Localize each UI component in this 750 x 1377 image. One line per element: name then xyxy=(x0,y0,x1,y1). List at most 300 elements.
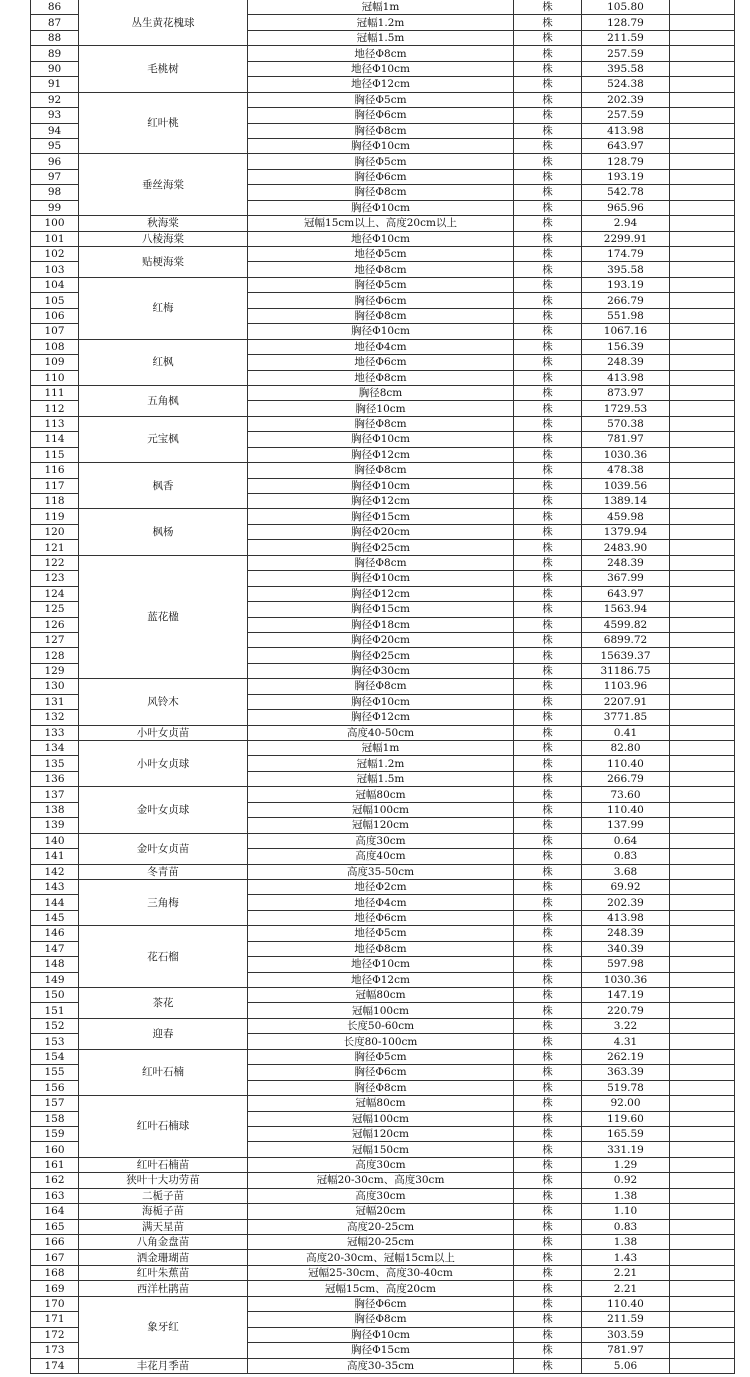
table-row xyxy=(31,787,735,802)
plant-name-cell: 狭叶十大功劳苗 xyxy=(79,1173,248,1188)
remark-cell xyxy=(670,1235,735,1250)
price-cell: 643.97 xyxy=(582,138,670,153)
price-cell: 248.39 xyxy=(582,926,670,941)
row-number-cell: 147 xyxy=(31,941,79,956)
unit-cell: 株 xyxy=(514,632,582,647)
unit-cell: 株 xyxy=(514,1281,582,1296)
table-row xyxy=(31,339,735,354)
plant-name-cell: 毛桃树 xyxy=(79,46,248,92)
remark-cell xyxy=(670,478,735,493)
table-row xyxy=(31,1173,735,1188)
price-cell: 4599.82 xyxy=(582,617,670,632)
price-cell: 459.98 xyxy=(582,509,670,524)
price-cell: 1729.53 xyxy=(582,401,670,416)
remark-cell xyxy=(670,849,735,864)
price-cell: 31186.75 xyxy=(582,663,670,678)
spec-cell: 地径Φ6cm xyxy=(248,910,514,925)
table-row xyxy=(31,463,735,478)
plant-name-cell: 小叶女贞球 xyxy=(79,741,248,787)
unit-cell: 株 xyxy=(514,1157,582,1172)
remark-cell xyxy=(670,1080,735,1095)
remark-cell xyxy=(670,324,735,339)
remark-cell xyxy=(670,46,735,61)
spec-cell: 高度30cm xyxy=(248,1188,514,1203)
price-cell: 340.39 xyxy=(582,941,670,956)
spec-cell: 冠幅80cm xyxy=(248,787,514,802)
price-cell: 2.21 xyxy=(582,1281,670,1296)
row-number-cell: 110 xyxy=(31,370,79,385)
spec-cell: 胸径Φ10cm xyxy=(248,324,514,339)
unit-cell: 株 xyxy=(514,0,582,15)
remark-cell xyxy=(670,741,735,756)
remark-cell xyxy=(670,432,735,447)
spec-cell: 地径Φ8cm xyxy=(248,370,514,385)
remark-cell xyxy=(670,355,735,370)
row-number-cell: 112 xyxy=(31,401,79,416)
unit-cell: 株 xyxy=(514,216,582,231)
remark-cell xyxy=(670,1312,735,1327)
spec-cell: 地径Φ5cm xyxy=(248,926,514,941)
row-number-cell: 135 xyxy=(31,756,79,771)
price-cell: 395.58 xyxy=(582,262,670,277)
row-number-cell: 173 xyxy=(31,1343,79,1358)
unit-cell: 株 xyxy=(514,77,582,92)
remark-cell xyxy=(670,277,735,292)
unit-cell: 株 xyxy=(514,910,582,925)
spec-cell: 胸径Φ18cm xyxy=(248,617,514,632)
remark-cell xyxy=(670,1034,735,1049)
unit-cell: 株 xyxy=(514,833,582,848)
row-number-cell: 89 xyxy=(31,46,79,61)
unit-cell: 株 xyxy=(514,355,582,370)
row-number-cell: 107 xyxy=(31,324,79,339)
row-number-cell: 170 xyxy=(31,1296,79,1311)
price-cell: 110.40 xyxy=(582,1296,670,1311)
price-cell: 303.59 xyxy=(582,1327,670,1342)
unit-cell: 株 xyxy=(514,1003,582,1018)
remark-cell xyxy=(670,77,735,92)
price-cell: 331.19 xyxy=(582,1142,670,1157)
remark-cell xyxy=(670,1358,735,1373)
price-cell: 0.83 xyxy=(582,1219,670,1234)
spec-cell: 高度20-25cm xyxy=(248,1219,514,1234)
unit-cell: 株 xyxy=(514,972,582,987)
price-cell: 0.83 xyxy=(582,849,670,864)
table-row xyxy=(31,1096,735,1111)
row-number-cell: 115 xyxy=(31,447,79,462)
spec-cell: 胸径10cm xyxy=(248,401,514,416)
table-row xyxy=(31,1157,735,1172)
price-cell: 2.94 xyxy=(582,216,670,231)
spec-cell: 胸径Φ10cm xyxy=(248,200,514,215)
unit-cell: 株 xyxy=(514,385,582,400)
plant-name-cell: 红叶石楠苗 xyxy=(79,1157,248,1172)
plant-name-cell: 红枫 xyxy=(79,339,248,385)
unit-cell: 株 xyxy=(514,509,582,524)
row-number-cell: 159 xyxy=(31,1126,79,1141)
spec-cell: 冠幅100cm xyxy=(248,802,514,817)
price-cell: 110.40 xyxy=(582,756,670,771)
unit-cell: 株 xyxy=(514,771,582,786)
price-cell: 524.38 xyxy=(582,77,670,92)
spec-cell: 胸径Φ6cm xyxy=(248,1065,514,1080)
remark-cell xyxy=(670,247,735,262)
unit-cell: 株 xyxy=(514,586,582,601)
row-number-cell: 139 xyxy=(31,818,79,833)
remark-cell xyxy=(670,617,735,632)
remark-cell xyxy=(670,540,735,555)
unit-cell: 株 xyxy=(514,1296,582,1311)
row-number-cell: 160 xyxy=(31,1142,79,1157)
row-number-cell: 152 xyxy=(31,1018,79,1033)
remark-cell xyxy=(670,571,735,586)
spec-cell: 胸径Φ6cm xyxy=(248,108,514,123)
row-number-cell: 123 xyxy=(31,571,79,586)
remark-cell xyxy=(670,972,735,987)
row-number-cell: 158 xyxy=(31,1111,79,1126)
row-number-cell: 145 xyxy=(31,910,79,925)
spec-cell: 胸径Φ12cm xyxy=(248,494,514,509)
row-number-cell: 130 xyxy=(31,679,79,694)
table-row xyxy=(31,1358,735,1373)
plant-name-cell: 迎春 xyxy=(79,1018,248,1049)
remark-cell xyxy=(670,988,735,1003)
remark-cell xyxy=(670,895,735,910)
price-cell: 248.39 xyxy=(582,355,670,370)
table-row xyxy=(31,1219,735,1234)
table-row xyxy=(31,92,735,107)
spec-cell: 胸径Φ12cm xyxy=(248,710,514,725)
spec-cell: 地径Φ2cm xyxy=(248,879,514,894)
unit-cell: 株 xyxy=(514,571,582,586)
spec-cell: 冠幅1m xyxy=(248,0,514,15)
price-cell: 395.58 xyxy=(582,61,670,76)
plant-name-cell: 海栀子苗 xyxy=(79,1204,248,1219)
row-number-cell: 114 xyxy=(31,432,79,447)
row-number-cell: 172 xyxy=(31,1327,79,1342)
remark-cell xyxy=(670,818,735,833)
price-cell: 3771.85 xyxy=(582,710,670,725)
remark-cell xyxy=(670,15,735,30)
row-number-cell: 162 xyxy=(31,1173,79,1188)
table-row xyxy=(31,385,735,400)
row-number-cell: 122 xyxy=(31,555,79,570)
spec-cell: 高度40-50cm xyxy=(248,725,514,740)
price-cell: 2.21 xyxy=(582,1265,670,1280)
unit-cell: 株 xyxy=(514,92,582,107)
remark-cell xyxy=(670,725,735,740)
plant-name-cell: 红叶桃 xyxy=(79,92,248,154)
unit-cell: 株 xyxy=(514,540,582,555)
unit-cell: 株 xyxy=(514,602,582,617)
row-number-cell: 116 xyxy=(31,463,79,478)
row-number-cell: 93 xyxy=(31,108,79,123)
spec-cell: 高度20-30cm、冠幅15cm以上 xyxy=(248,1250,514,1265)
spec-cell: 冠幅25-30cm、高度30-40cm xyxy=(248,1265,514,1280)
remark-cell xyxy=(670,787,735,802)
plant-name-cell: 花石榴 xyxy=(79,926,248,988)
remark-cell xyxy=(670,1096,735,1111)
remark-cell xyxy=(670,339,735,354)
remark-cell xyxy=(670,1111,735,1126)
remark-cell xyxy=(670,447,735,462)
row-number-cell: 169 xyxy=(31,1281,79,1296)
price-cell: 156.39 xyxy=(582,339,670,354)
row-number-cell: 155 xyxy=(31,1065,79,1080)
row-number-cell: 102 xyxy=(31,247,79,262)
price-cell: 1039.56 xyxy=(582,478,670,493)
table-row xyxy=(31,725,735,740)
price-cell: 6899.72 xyxy=(582,632,670,647)
price-cell: 82.80 xyxy=(582,741,670,756)
spec-cell: 胸径Φ6cm xyxy=(248,293,514,308)
spec-cell: 冠幅1.2m xyxy=(248,15,514,30)
plant-name-cell: 红叶石楠球 xyxy=(79,1096,248,1158)
spec-cell: 高度30cm xyxy=(248,1157,514,1172)
table-row xyxy=(31,247,735,262)
unit-cell: 株 xyxy=(514,555,582,570)
unit-cell: 株 xyxy=(514,1065,582,1080)
spec-cell: 胸径Φ10cm xyxy=(248,138,514,153)
remark-cell xyxy=(670,200,735,215)
remark-cell xyxy=(670,1126,735,1141)
plant-name-cell: 三角梅 xyxy=(79,879,248,925)
row-number-cell: 144 xyxy=(31,895,79,910)
unit-cell: 株 xyxy=(514,648,582,663)
spec-cell: 胸径Φ20cm xyxy=(248,524,514,539)
row-number-cell: 90 xyxy=(31,61,79,76)
table-row xyxy=(31,1250,735,1265)
plant-name-cell: 红叶石楠 xyxy=(79,1049,248,1095)
row-number-cell: 174 xyxy=(31,1358,79,1373)
remark-cell xyxy=(670,385,735,400)
price-cell: 3.22 xyxy=(582,1018,670,1033)
price-cell: 1103.96 xyxy=(582,679,670,694)
unit-cell: 株 xyxy=(514,787,582,802)
remark-cell xyxy=(670,663,735,678)
unit-cell: 株 xyxy=(514,1358,582,1373)
row-number-cell: 140 xyxy=(31,833,79,848)
row-number-cell: 103 xyxy=(31,262,79,277)
price-cell: 69.92 xyxy=(582,879,670,894)
price-cell: 128.79 xyxy=(582,154,670,169)
price-cell: 1.38 xyxy=(582,1235,670,1250)
remark-cell xyxy=(670,370,735,385)
spec-cell: 地径Φ5cm xyxy=(248,247,514,262)
remark-cell xyxy=(670,1265,735,1280)
price-cell: 1389.14 xyxy=(582,494,670,509)
row-number-cell: 171 xyxy=(31,1312,79,1327)
row-number-cell: 153 xyxy=(31,1034,79,1049)
row-number-cell: 108 xyxy=(31,339,79,354)
unit-cell: 株 xyxy=(514,30,582,45)
remark-cell xyxy=(670,632,735,647)
spec-cell: 胸径Φ8cm xyxy=(248,185,514,200)
price-cell: 1030.36 xyxy=(582,447,670,462)
remark-cell xyxy=(670,1188,735,1203)
spec-cell: 胸径Φ8cm xyxy=(248,1080,514,1095)
unit-cell: 株 xyxy=(514,370,582,385)
table-row xyxy=(31,1204,735,1219)
price-cell: 2483.90 xyxy=(582,540,670,555)
remark-cell xyxy=(670,1343,735,1358)
price-cell: 1.10 xyxy=(582,1204,670,1219)
row-number-cell: 166 xyxy=(31,1235,79,1250)
price-cell: 5.06 xyxy=(582,1358,670,1373)
remark-cell xyxy=(670,169,735,184)
row-number-cell: 154 xyxy=(31,1049,79,1064)
unit-cell: 株 xyxy=(514,15,582,30)
table-row xyxy=(31,833,735,848)
row-number-cell: 143 xyxy=(31,879,79,894)
spec-cell: 胸径Φ15cm xyxy=(248,602,514,617)
remark-cell xyxy=(670,524,735,539)
unit-cell: 株 xyxy=(514,1126,582,1141)
remark-cell xyxy=(670,30,735,45)
plant-name-cell: 小叶女贞苗 xyxy=(79,725,248,740)
table-row xyxy=(31,1235,735,1250)
spec-cell: 胸径Φ20cm xyxy=(248,632,514,647)
spec-cell: 高度30cm xyxy=(248,833,514,848)
plant-name-cell: 冬青苗 xyxy=(79,864,248,879)
remark-cell xyxy=(670,1281,735,1296)
remark-cell xyxy=(670,1049,735,1064)
spec-cell: 高度35-50cm xyxy=(248,864,514,879)
row-number-cell: 148 xyxy=(31,957,79,972)
price-cell: 413.98 xyxy=(582,123,670,138)
row-number-cell: 141 xyxy=(31,849,79,864)
unit-cell: 株 xyxy=(514,864,582,879)
plant-name-cell: 垂丝海棠 xyxy=(79,154,248,216)
price-cell: 0.41 xyxy=(582,725,670,740)
remark-cell xyxy=(670,910,735,925)
remark-cell xyxy=(670,401,735,416)
remark-cell xyxy=(670,1065,735,1080)
price-cell: 781.97 xyxy=(582,432,670,447)
remark-cell xyxy=(670,216,735,231)
remark-cell xyxy=(670,138,735,153)
plant-name-cell: 洒金珊瑚苗 xyxy=(79,1250,248,1265)
plant-name-cell: 满天星苗 xyxy=(79,1219,248,1234)
remark-cell xyxy=(670,879,735,894)
unit-cell: 株 xyxy=(514,679,582,694)
remark-cell xyxy=(670,1327,735,1342)
table-row xyxy=(31,46,735,61)
spec-cell: 胸径Φ8cm xyxy=(248,679,514,694)
plant-name-cell: 丛生黄花槐球 xyxy=(79,0,248,46)
price-cell: 1379.94 xyxy=(582,524,670,539)
spec-cell: 地径Φ10cm xyxy=(248,61,514,76)
row-number-cell: 86 xyxy=(31,0,79,15)
spec-cell: 冠幅100cm xyxy=(248,1111,514,1126)
spec-cell: 冠幅15cm以上、高度20cm以上 xyxy=(248,216,514,231)
unit-cell: 株 xyxy=(514,879,582,894)
row-number-cell: 92 xyxy=(31,92,79,107)
remark-cell xyxy=(670,771,735,786)
spec-cell: 胸径Φ5cm xyxy=(248,154,514,169)
spec-cell: 胸径Φ8cm xyxy=(248,1312,514,1327)
unit-cell: 株 xyxy=(514,1018,582,1033)
unit-cell: 株 xyxy=(514,741,582,756)
remark-cell xyxy=(670,1204,735,1219)
price-cell: 3.68 xyxy=(582,864,670,879)
price-cell: 174.79 xyxy=(582,247,670,262)
spec-cell: 胸径Φ10cm xyxy=(248,432,514,447)
row-number-cell: 163 xyxy=(31,1188,79,1203)
table-row xyxy=(31,416,735,431)
price-cell: 257.59 xyxy=(582,108,670,123)
price-cell: 193.19 xyxy=(582,277,670,292)
row-number-cell: 131 xyxy=(31,694,79,709)
table-row xyxy=(31,988,735,1003)
remark-cell xyxy=(670,941,735,956)
remark-cell xyxy=(670,1157,735,1172)
unit-cell: 株 xyxy=(514,895,582,910)
price-cell: 551.98 xyxy=(582,308,670,323)
unit-cell: 株 xyxy=(514,108,582,123)
row-number-cell: 100 xyxy=(31,216,79,231)
remark-cell xyxy=(670,308,735,323)
spec-cell: 胸径Φ6cm xyxy=(248,1296,514,1311)
remark-cell xyxy=(670,123,735,138)
unit-cell: 株 xyxy=(514,1219,582,1234)
spec-cell: 胸径Φ25cm xyxy=(248,648,514,663)
unit-cell: 株 xyxy=(514,339,582,354)
unit-cell: 株 xyxy=(514,1312,582,1327)
unit-cell: 株 xyxy=(514,941,582,956)
unit-cell: 株 xyxy=(514,463,582,478)
row-number-cell: 142 xyxy=(31,864,79,879)
row-number-cell: 161 xyxy=(31,1157,79,1172)
remark-cell xyxy=(670,1018,735,1033)
plant-name-cell: 西洋杜鹃苗 xyxy=(79,1281,248,1296)
remark-cell xyxy=(670,864,735,879)
price-cell: 1030.36 xyxy=(582,972,670,987)
remark-cell xyxy=(670,92,735,107)
plant-name-cell: 八棱海棠 xyxy=(79,231,248,246)
unit-cell: 株 xyxy=(514,432,582,447)
spec-cell: 地径Φ8cm xyxy=(248,941,514,956)
plant-name-cell: 元宝枫 xyxy=(79,416,248,462)
table-row xyxy=(31,1018,735,1033)
spec-cell: 胸径Φ12cm xyxy=(248,586,514,601)
unit-cell: 株 xyxy=(514,1111,582,1126)
spec-cell: 地径Φ4cm xyxy=(248,339,514,354)
unit-cell: 株 xyxy=(514,277,582,292)
spec-cell: 胸径Φ10cm xyxy=(248,478,514,493)
table-row xyxy=(31,154,735,169)
remark-cell xyxy=(670,756,735,771)
unit-cell: 株 xyxy=(514,725,582,740)
row-number-cell: 151 xyxy=(31,1003,79,1018)
price-cell: 542.78 xyxy=(582,185,670,200)
plant-name-cell: 蓝花楹 xyxy=(79,555,248,679)
price-table-body xyxy=(31,0,735,1373)
plant-name-cell: 金叶女贞球 xyxy=(79,787,248,833)
spec-cell: 胸径Φ15cm xyxy=(248,1343,514,1358)
row-number-cell: 138 xyxy=(31,802,79,817)
price-cell: 257.59 xyxy=(582,46,670,61)
unit-cell: 株 xyxy=(514,169,582,184)
remark-cell xyxy=(670,185,735,200)
spec-cell: 胸径Φ5cm xyxy=(248,92,514,107)
unit-cell: 株 xyxy=(514,1034,582,1049)
price-cell: 137.99 xyxy=(582,818,670,833)
price-cell: 15639.37 xyxy=(582,648,670,663)
spec-cell: 冠幅1.5m xyxy=(248,30,514,45)
remark-cell xyxy=(670,833,735,848)
table-row xyxy=(31,1188,735,1203)
